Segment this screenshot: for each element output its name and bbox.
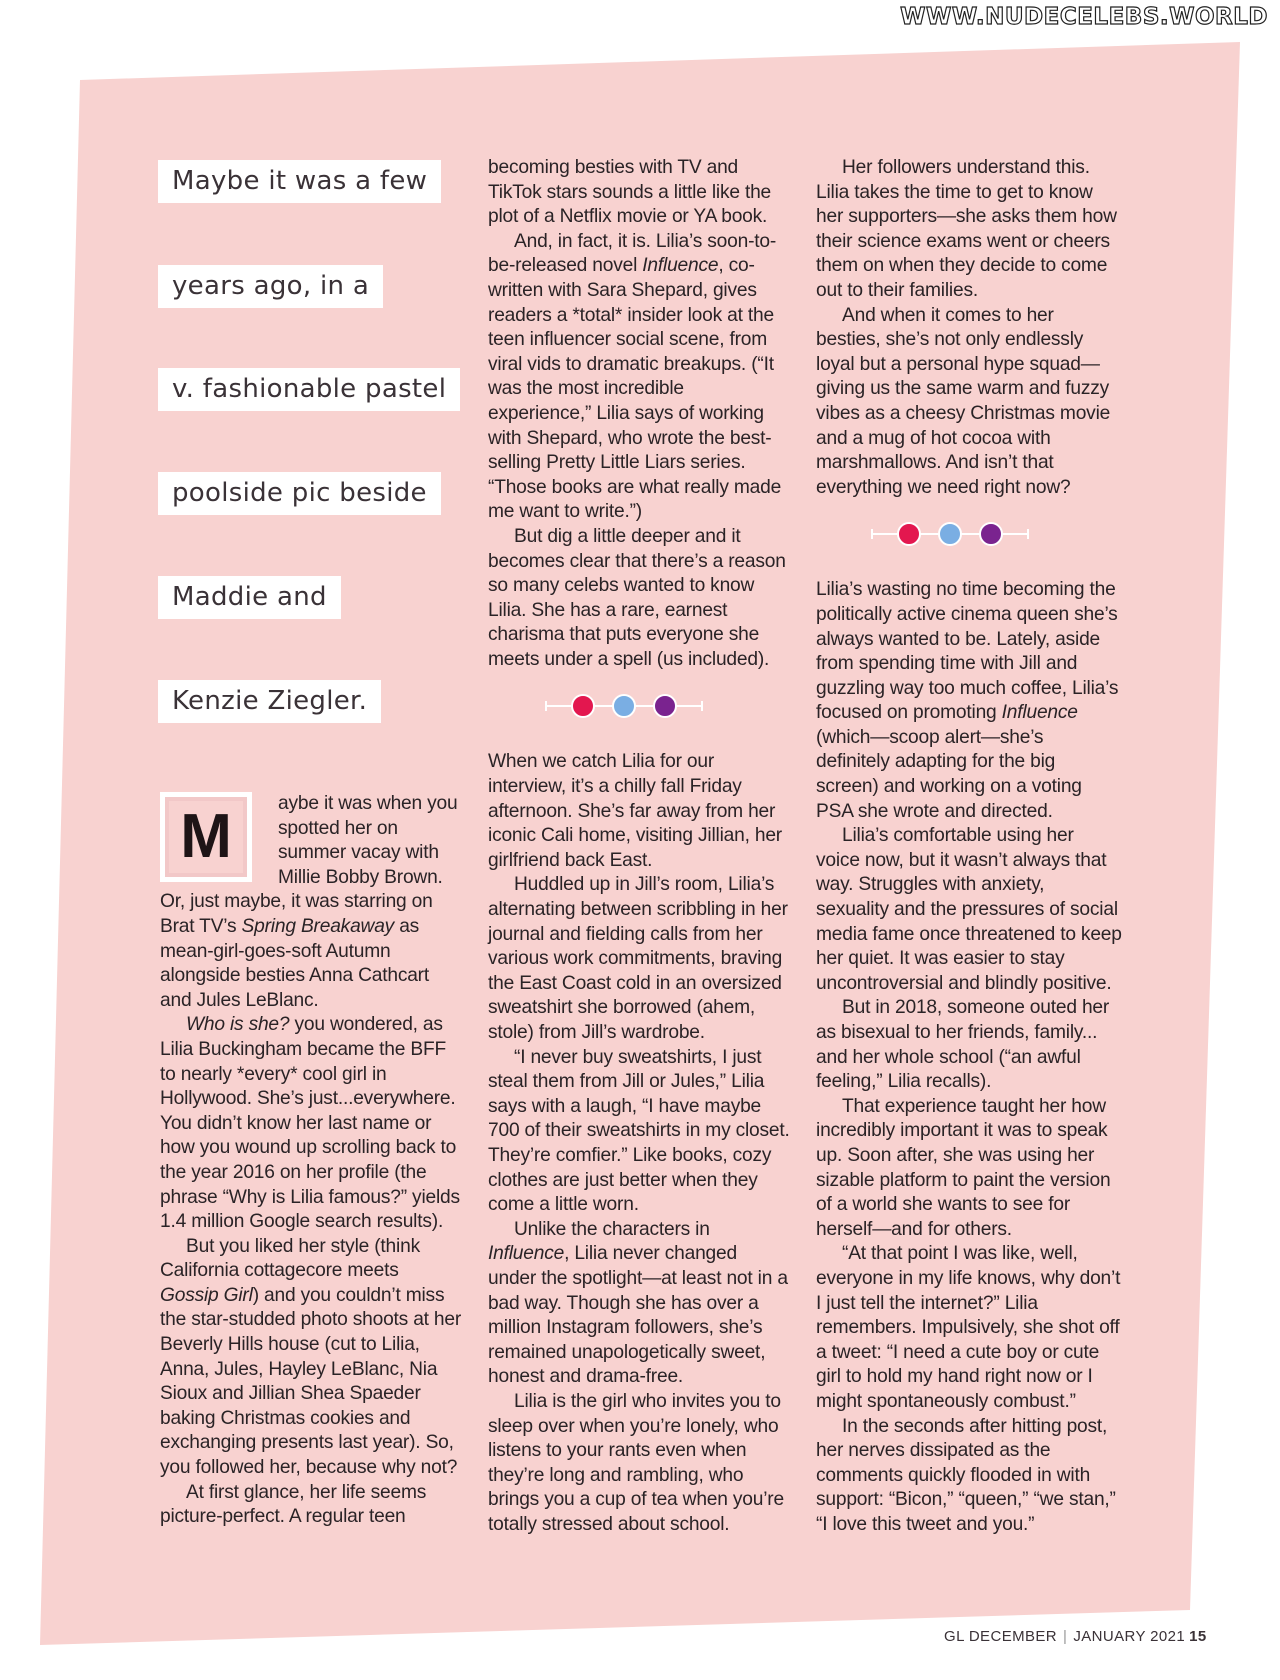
paragraph: That experience taught her how incredibly important it was to speak up. Soon after, she was using her sizable platform to paint the version of a world she wants to see for herself—and for others. — [816, 1095, 1111, 1240]
paragraph: Huddled up in Jill’s room, Lilia’s alternating between scribbling in her journal and fielding calls from her various work commitments, braving the East Coast cold in an oversized sweatshirt she borrowed (ahem, stole) from Jill’s wardrobe. — [488, 874, 788, 1043]
red-dot-icon — [898, 523, 920, 545]
section-divider — [488, 686, 790, 726]
paragraph: Her followers understand this. Lilia takes the time to get to know her supporters—she asks them how their science exams went or cheers them on when they decide to come out to their families. — [816, 157, 1117, 301]
page-number: 15 — [1189, 1628, 1207, 1645]
paragraph: But dig a little deeper and it becomes clear that there’s a reason so many celebs wanted to know Lilia. She has a rare, earnest charisma that puts everyone she meets under a spell (us included). — [488, 525, 786, 670]
paragraph: At first glance, her life seems picture-perfect. A regular teen — [160, 1481, 427, 1528]
purple-dot-icon — [980, 523, 1002, 545]
paragraph: “I never buy sweatshirts, I just steal them from Jill or Jules,” Lilia says with a laugh, “I have maybe 700 of their sweatshirts in my closet. They’re comfier.” Like books, cozy clothes are just better when they come a little worn. — [488, 1046, 790, 1216]
paragraph: Lilia is the girl who invites you to sleep over when you’re lonely, who listens to your rants even when they’re long and rambling, who brings you a cup of tea when you’re totally stressed about school. — [488, 1390, 784, 1535]
article-column-3 — [816, 156, 1122, 1537]
magazine-issue: GL DECEMBER — [944, 1628, 1058, 1645]
paragraph: In the seconds after hitting post, her nerves dissipated as the comments quickly flooded in with support: “Bicon,” “queen,” “we stan,” “I love this tweet and you.” — [816, 1415, 1116, 1535]
paragraph: Lilia’s wasting no time becoming the politically active cinema queen she’s always wanted to be. Lately, aside from spending time with Jill and guzzling way too much coffee, Lilia’s focused on promoting Influence (which—scoop alert—she’s definitely adapting for the big screen) and working on a voting PSA she wrote and directed. — [816, 579, 1119, 822]
footer-separator: | — [1063, 1628, 1068, 1645]
paragraph: But you liked her style (think California cottagecore meets Gossip Girl) and you couldn’t miss the star-studded photo shoots at her Beverly Hills house (cut to Lilia, Anna, Jules, Hayley LeBlanc, Nia Sioux and Jillian Shea Spaeder baking Christmas cookies and exchanging presents last year). So, you followed her, because why not? — [160, 1235, 462, 1479]
paragraph: Lilia’s comfortable using her voice now, but it wasn’t always that way. Struggles with anxiety, sexuality and the pressures of social media fame once threatened to keep her quiet. It was easier to stay uncontroversial and blindly positive. — [816, 825, 1122, 994]
pull-quote-line: Maddie and — [158, 576, 341, 619]
red-dot-icon — [572, 695, 594, 717]
blue-dot-icon — [939, 523, 961, 545]
section-divider — [816, 514, 1122, 554]
paragraph: And when it comes to her besties, she’s not only endlessly loyal but a personal hype squad—giving us the same warm and fuzzy vibes as a cheesy Christmas movie and a mug of hot cocoa with marshmallows. And isn’t that everything we need right now? — [816, 304, 1111, 498]
pull-quote-line: Maybe it was a few — [158, 160, 441, 203]
paragraph: And, in fact, it is. Lilia’s soon-to-be-released novel Influence, co-written with Sara Shepard, gives readers a *total* insider look at the teen influencer social scene, from viral vids to dramatic breakups. (“It was the most incredible experience,” Lilia says of working with Shepard, who wrote the best-selling Pretty Little Liars series. “Those books are what really made me want to write.”) — [488, 230, 782, 523]
paragraph: Unlike the characters in Influence, Lilia never changed under the spotlight—at least not in a bad way. Though she has over a million Instagram followers, she’s remained unapologetically sweet, honest and drama-free. — [488, 1218, 788, 1388]
pull-quote-line: Kenzie Ziegler. — [158, 680, 381, 723]
paragraph: When we catch Lilia for our interview, it’s a chilly fall Friday afternoon. She’s far away from her iconic Cali home, visiting Jillian, her girlfriend back East. — [488, 751, 782, 871]
article-column-2 — [488, 156, 790, 1537]
pull-quote-line: years ago, in a — [158, 265, 383, 308]
paragraph: becoming besties with TV and TikTok stars sounds a little like the plot of a Netflix movie or YA book. — [488, 157, 772, 228]
purple-dot-icon — [654, 695, 676, 717]
watermark: WWW.NUDECELEBS.WORLD — [900, 4, 1268, 30]
article-column-1 — [160, 792, 462, 1530]
drop-cap-frame — [160, 792, 252, 882]
paragraph: Who is she? you wondered, as Lilia Buckingham became the BFF to nearly *every* cool girl in Hollywood. She’s just...everywhere. You didn’t know her last name or how you wound up scrolling back to the year 2016 on her profile (the phrase “Why is Lilia famous?” yields 1.4 million Google search results). — [160, 1014, 460, 1233]
page-footer — [944, 1628, 1207, 1645]
drop-cap-letter: M — [169, 801, 243, 873]
pull-quote-line: v. fashionable pastel — [158, 368, 460, 411]
paragraph: aybe it was when you spotted her on summer vacay with Millie Bobby Brown. Or, just maybe, it was starring on Brat TV’s Spring Breakaway as mean-girl-goes-soft Autumn alongside besties Anna Cathcart and Jules LeBlanc. — [160, 793, 458, 1011]
paragraph: But in 2018, someone outed her as bisexual to her friends, family... and her whole school (“an awful feeling,” Lilia recalls). — [816, 997, 1110, 1093]
pull-quote-line: poolside pic beside — [158, 472, 441, 515]
paragraph: “At that point I was like, well, everyone in my life knows, why don’t I just tell the internet?” Lilia remembers. Impulsively, she shot off a tweet: “I need a cute boy or cute girl to hold my hand right now or I might spontaneously combust.” — [816, 1243, 1121, 1412]
blue-dot-icon — [613, 695, 635, 717]
issue-date: JANUARY 2021 — [1073, 1628, 1186, 1645]
